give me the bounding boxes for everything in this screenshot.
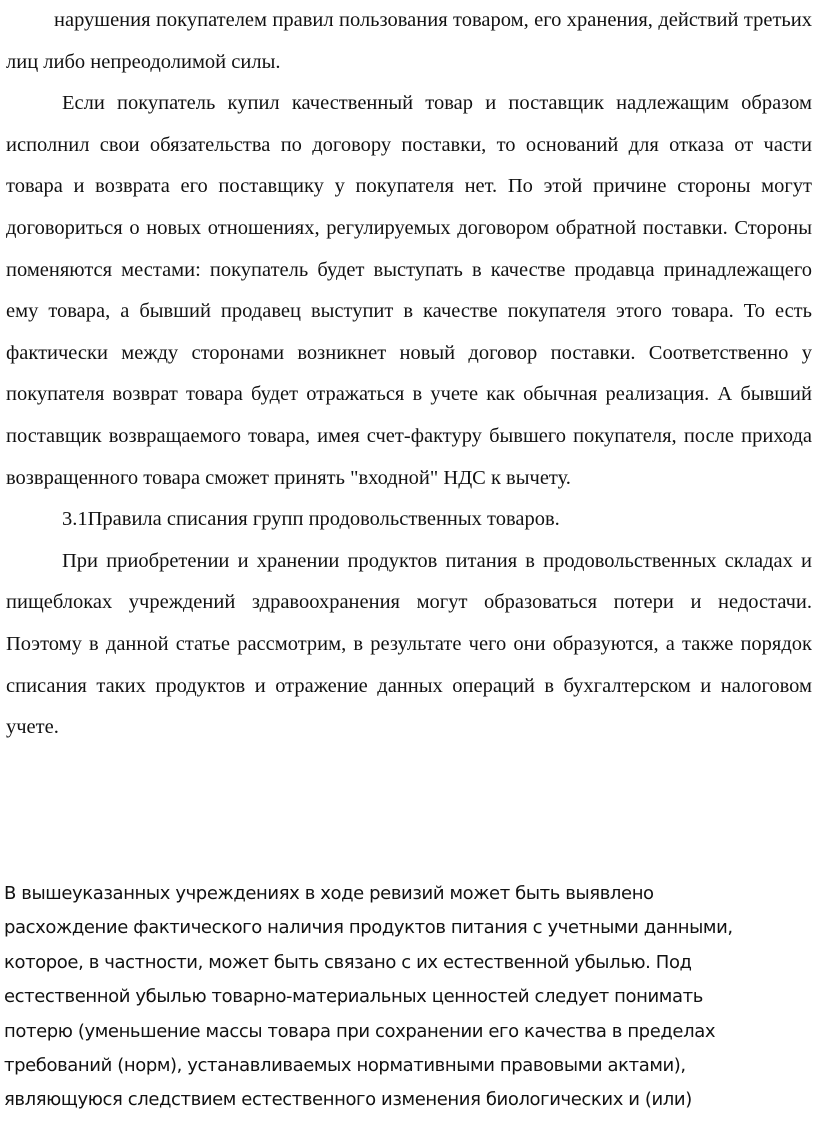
- text-line: требований (норм), устанавливаемых нормативными правовыми актами),: [4, 1055, 686, 1077]
- paragraph-continuation: нарушения покупателем правил пользования товаром, его хранения, действий третьих лиц либо непреодолимой силы.: [6, 9, 812, 73]
- section-heading: 3.1Правила списания групп продовольственных товаров.: [62, 508, 560, 531]
- text-line: естественной убылью товарно-материальных ценностей следует понимать: [4, 986, 703, 1008]
- natural-loss-text: [4, 877, 816, 1118]
- text-line: потерю (уменьшение массы товара при сохранении его качества в пределах: [4, 1020, 716, 1042]
- text-line: которое, в частности, может быть связано с их естественной убылью. Под: [4, 951, 692, 973]
- document-body: [6, 0, 812, 749]
- text-line: расхождение фактического наличия продуктов питания с учетными данными,: [4, 917, 733, 939]
- paragraph-return-of-goods: Если покупатель купил качественный товар и поставщик надлежащим образом исполнил свои обязательства по договору поставки, то оснований для отказа от части товара и возврата его поставщику у покупателя нет. По этой причине стороны могут договориться о новых отношениях, регулируемых договором обратной поставки. Стороны поменяются местами: покупатель будет выступать в качестве продавца принадлежащего ему товара, а бывший продавец выступит в качестве покупателя этого товара. То есть фактически между сторонами возникнет новый договор поставки. Соответственно у покупателя возврат товара будет отражаться в учете как обычная реализация. А бывший поставщик возвращаемого товара, имея счет-фактуру бывшего покупателя, после прихода возвращенного товара сможет принять "входной" НДС к вычету.: [6, 92, 812, 489]
- text-line: являющуюся следствием естественного изменения биологических и (или): [4, 1089, 692, 1111]
- paragraph-food-losses: При приобретении и хранении продуктов питания в продовольственных складах и пищеблоках учреждений здравоохранения могут образоваться потери и недостачи. Поэтому в данной статье рассмотрим, в результате чего они образуются, а также порядок списания таких продуктов и отражение данных операций в бухгалтерском и налоговом учете.: [6, 549, 812, 739]
- text-line: В вышеуказанных учреждениях в ходе ревизий может быть выявлено: [4, 883, 654, 904]
